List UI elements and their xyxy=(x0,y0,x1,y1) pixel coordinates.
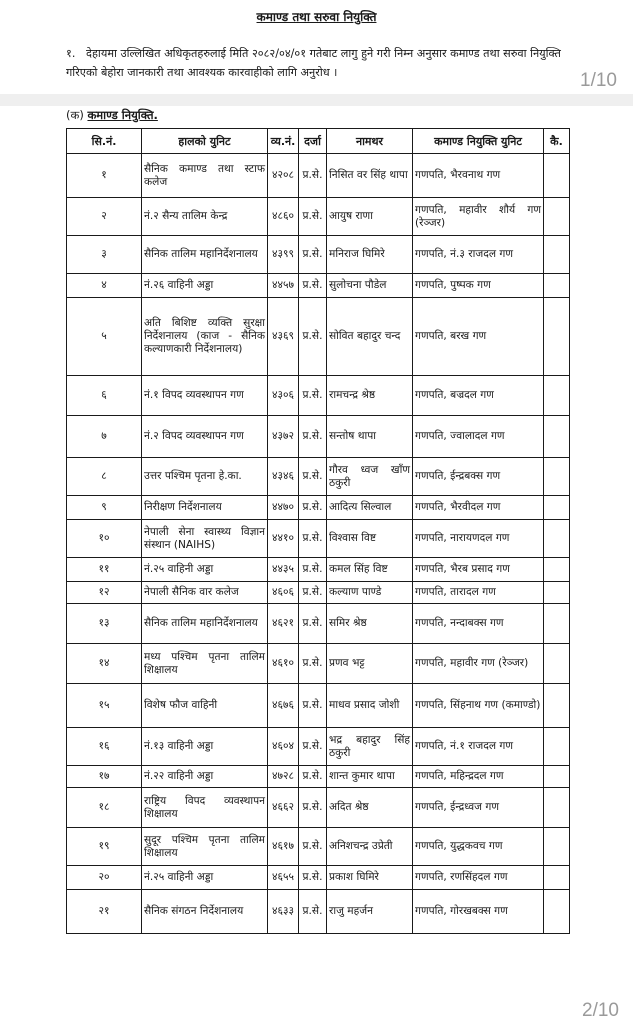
cell-current-unit: नं.२२ वाहिनी अड्डा xyxy=(142,766,268,788)
cell-current-unit: नं.२६ वाहिनी अड्डा xyxy=(142,274,268,298)
cell-appointment-unit: गणपति, ईन्द्रबक्स गण xyxy=(413,458,544,496)
cell-rank: प्र.से. xyxy=(299,644,327,684)
cell-rank: प्र.से. xyxy=(299,198,327,236)
cell-current-unit: नं.१३ वाहिनी अड्डा xyxy=(142,728,268,766)
cell-remarks xyxy=(544,298,570,376)
cell-sn: ५ xyxy=(67,298,142,376)
cell-rank: प्र.से. xyxy=(299,684,327,728)
cell-rank: प्र.से. xyxy=(299,458,327,496)
table-row xyxy=(67,604,570,644)
cell-remarks xyxy=(544,604,570,644)
cell-rank: प्र.से. xyxy=(299,866,327,890)
cell-name: गौरव ध्वज खाँण ठकुरी xyxy=(327,458,413,496)
cell-rank: प्र.से. xyxy=(299,766,327,788)
cell-current-unit: राष्ट्रिय विपद व्यवस्थापन शिक्षालय xyxy=(142,788,268,828)
table-row xyxy=(67,558,570,582)
cell-name: भद्र बहादुर सिंह ठकुरी xyxy=(327,728,413,766)
cell-remarks xyxy=(544,644,570,684)
table-row xyxy=(67,644,570,684)
cell-personal-number: ४८६० xyxy=(268,198,299,236)
header-sn: सि.नं. xyxy=(67,129,142,154)
cell-appointment-unit: गणपति, महावीर शौर्य गण (रेञ्जर) xyxy=(413,198,544,236)
table-row xyxy=(67,274,570,298)
table-header-row xyxy=(67,129,570,154)
table-row xyxy=(67,788,570,828)
cell-appointment-unit: गणपति, तारादल गण xyxy=(413,582,544,604)
cell-rank: प्र.से. xyxy=(299,828,327,866)
cell-personal-number: ४६७६ xyxy=(268,684,299,728)
cell-sn: ६ xyxy=(67,376,142,416)
cell-sn: १० xyxy=(67,520,142,558)
cell-personal-number: ४४३५ xyxy=(268,558,299,582)
cell-rank: प्र.से. xyxy=(299,558,327,582)
cell-appointment-unit: गणपति, महावीर गण (रेञ्जर) xyxy=(413,644,544,684)
cell-rank: प्र.से. xyxy=(299,416,327,458)
cell-name: विश्वास विष्ट xyxy=(327,520,413,558)
cell-current-unit: सैनिक तालिम महानिर्देशनालय xyxy=(142,236,268,274)
header-appointment: कमाण्ड नियुक्ति युनिट xyxy=(413,129,544,154)
table-row xyxy=(67,890,570,934)
cell-sn: १३ xyxy=(67,604,142,644)
cell-personal-number: ४६५५ xyxy=(268,866,299,890)
intro-text: देहायमा उल्लिखित अधिकृतहरुलाई मिति २०८२/०४/०१ गतेबाट लागु हुने गरी निम्न अनुसार कमाण्ड तथा सरुवा नियुक्ति गरिएको बेहोरा जानकारी तथा आवश्यक कारवाहीको लागि अनुरोध । xyxy=(66,47,561,79)
cell-sn: १६ xyxy=(67,728,142,766)
cell-sn: ८ xyxy=(67,458,142,496)
cell-remarks xyxy=(544,558,570,582)
cell-personal-number: ४४१० xyxy=(268,520,299,558)
cell-sn: १४ xyxy=(67,644,142,684)
table-row xyxy=(67,416,570,458)
cell-personal-number: ४३६९ xyxy=(268,298,299,376)
cell-rank: प्र.से. xyxy=(299,520,327,558)
cell-personal-number: ४३७२ xyxy=(268,416,299,458)
page-indicator-bottom: 2/10 xyxy=(582,1000,619,1021)
cell-appointment-unit: गणपति, पुष्पक गण xyxy=(413,274,544,298)
cell-sn: १९ xyxy=(67,828,142,866)
table-row xyxy=(67,298,570,376)
cell-remarks xyxy=(544,866,570,890)
cell-remarks xyxy=(544,236,570,274)
cell-sn: ११ xyxy=(67,558,142,582)
cell-sn: २१ xyxy=(67,890,142,934)
cell-rank: प्र.से. xyxy=(299,298,327,376)
table-body xyxy=(67,154,570,934)
cell-current-unit: सैनिक संगठन निर्देशनालय xyxy=(142,890,268,934)
cell-personal-number: ४६१७ xyxy=(268,828,299,866)
cell-remarks xyxy=(544,416,570,458)
table-row xyxy=(67,496,570,520)
cell-remarks xyxy=(544,890,570,934)
cell-name: आदित्य सिल्वाल xyxy=(327,496,413,520)
cell-remarks xyxy=(544,274,570,298)
cell-appointment-unit: गणपति, युद्धकवच गण xyxy=(413,828,544,866)
cell-rank: प्र.से. xyxy=(299,604,327,644)
cell-sn: ३ xyxy=(67,236,142,274)
cell-name: माधव प्रसाद जोशी xyxy=(327,684,413,728)
cell-sn: १ xyxy=(67,154,142,198)
cell-appointment-unit: गणपति, भैरब प्रसाद गण xyxy=(413,558,544,582)
cell-name: अनिशचन्द्र उप्रेती xyxy=(327,828,413,866)
cell-rank: प्र.से. xyxy=(299,788,327,828)
cell-name: प्रकाश घिमिरे xyxy=(327,866,413,890)
cell-current-unit: नेपाली सैनिक वार कलेज xyxy=(142,582,268,604)
cell-sn: ७ xyxy=(67,416,142,458)
cell-current-unit: नेपाली सेना स्वास्थ्य विज्ञान संस्थान (NAIHS) xyxy=(142,520,268,558)
cell-current-unit: विशेष फौज वाहिनी xyxy=(142,684,268,728)
cell-sn: १८ xyxy=(67,788,142,828)
cell-remarks xyxy=(544,458,570,496)
header-name: नामथर xyxy=(327,129,413,154)
table-row xyxy=(67,520,570,558)
cell-personal-number: ४३४६ xyxy=(268,458,299,496)
cell-name: प्रणव भट्ट xyxy=(327,644,413,684)
cell-name: समिर श्रेष्ठ xyxy=(327,604,413,644)
cell-remarks xyxy=(544,684,570,728)
cell-personal-number: ४६१० xyxy=(268,644,299,684)
cell-appointment-unit: गणपति, बरख गण xyxy=(413,298,544,376)
cell-rank: प्र.से. xyxy=(299,236,327,274)
cell-appointment-unit: गणपति, भैरवनाथ गण xyxy=(413,154,544,198)
cell-remarks xyxy=(544,788,570,828)
section-heading xyxy=(66,108,158,123)
cell-personal-number: ४४५७ xyxy=(268,274,299,298)
cell-current-unit: उत्तर पश्चिम पृतना हे.का. xyxy=(142,458,268,496)
cell-name: शान्त कुमार थापा xyxy=(327,766,413,788)
table-row xyxy=(67,866,570,890)
page-indicator-top: 1/10 xyxy=(580,70,617,91)
cell-sn: ४ xyxy=(67,274,142,298)
cell-sn: ९ xyxy=(67,496,142,520)
cell-current-unit: नं.१ विपद व्यवस्थापन गण xyxy=(142,376,268,416)
cell-personal-number: ४७२८ xyxy=(268,766,299,788)
cell-rank: प्र.से. xyxy=(299,728,327,766)
cell-appointment-unit: गणपति, रणसिंहदल गण xyxy=(413,866,544,890)
cell-current-unit: सैनिक तालिम महानिर्देशनालय xyxy=(142,604,268,644)
cell-current-unit: मध्य पश्चिम पृतना तालिम शिक्षालय xyxy=(142,644,268,684)
cell-personal-number: ४६२१ xyxy=(268,604,299,644)
cell-current-unit: नं.२५ वाहिनी अड्डा xyxy=(142,866,268,890)
cell-appointment-unit: गणपति, ज्वालादल गण xyxy=(413,416,544,458)
cell-rank: प्र.से. xyxy=(299,154,327,198)
cell-personal-number: ४३०६ xyxy=(268,376,299,416)
cell-appointment-unit: गणपति, महिन्द्रदल गण xyxy=(413,766,544,788)
document-title xyxy=(0,8,633,25)
table-row xyxy=(67,198,570,236)
cell-personal-number: ४२०८ xyxy=(268,154,299,198)
cell-rank: प्र.से. xyxy=(299,274,327,298)
cell-name: सन्तोष थापा xyxy=(327,416,413,458)
cell-name: सोवित बहादुर चन्द xyxy=(327,298,413,376)
cell-sn: २० xyxy=(67,866,142,890)
header-rank: दर्जा xyxy=(299,129,327,154)
cell-remarks xyxy=(544,582,570,604)
section-prefix: (क) xyxy=(66,108,84,122)
cell-name: सुलोचना पौडेल xyxy=(327,274,413,298)
cell-appointment-unit: गणपति, नन्दाबक्स गण xyxy=(413,604,544,644)
cell-personal-number: ४४७० xyxy=(268,496,299,520)
cell-current-unit: नं.२५ वाहिनी अड्डा xyxy=(142,558,268,582)
table-row xyxy=(67,376,570,416)
table-row xyxy=(67,236,570,274)
cell-remarks xyxy=(544,520,570,558)
cell-rank: प्र.से. xyxy=(299,376,327,416)
appointment-table xyxy=(66,128,570,934)
cell-name: अदित श्रेष्ठ xyxy=(327,788,413,828)
cell-personal-number: ४६६२ xyxy=(268,788,299,828)
cell-current-unit: अति बिशिष्ट व्यक्ति सुरक्षा निर्देशनालय (काज - सैनिक कल्याणकारी निर्देशनालय) xyxy=(142,298,268,376)
cell-current-unit: सुदूर पश्चिम पृतना तालिम शिक्षालय xyxy=(142,828,268,866)
cell-appointment-unit: गणपति, नं.३ राजदल गण xyxy=(413,236,544,274)
cell-name: रामचन्द्र श्रेष्ठ xyxy=(327,376,413,416)
intro-paragraph xyxy=(66,44,586,82)
header-unit: हालको युनिट xyxy=(142,129,268,154)
cell-name: कमल सिंह विष्ट xyxy=(327,558,413,582)
cell-personal-number: ४६०४ xyxy=(268,728,299,766)
cell-sn: १५ xyxy=(67,684,142,728)
cell-name: आयुष राणा xyxy=(327,198,413,236)
cell-sn: १२ xyxy=(67,582,142,604)
intro-number: १. xyxy=(66,47,76,60)
cell-appointment-unit: गणपति, नं.१ राजदल गण xyxy=(413,728,544,766)
cell-sn: २ xyxy=(67,198,142,236)
cell-name: निसित वर सिंह थापा xyxy=(327,154,413,198)
table-row xyxy=(67,154,570,198)
cell-appointment-unit: गणपति, सिंहनाथ गण (कमाण्डो) xyxy=(413,684,544,728)
document-title-text: कमाण्ड तथा सरुवा नियुक्ति xyxy=(256,10,377,24)
cell-rank: प्र.से. xyxy=(299,582,327,604)
cell-remarks xyxy=(544,766,570,788)
section-label: कमाण्ड नियुक्ति. xyxy=(87,108,158,122)
cell-remarks xyxy=(544,728,570,766)
cell-appointment-unit: गणपति, ईन्द्रध्वज गण xyxy=(413,788,544,828)
header-number: व्य.नं. xyxy=(268,129,299,154)
cell-remarks xyxy=(544,828,570,866)
table-row xyxy=(67,828,570,866)
header-remarks: कै. xyxy=(544,129,570,154)
cell-current-unit: नं.२ विपद व्यवस्थापन गण xyxy=(142,416,268,458)
cell-remarks xyxy=(544,154,570,198)
page-divider xyxy=(0,94,633,106)
table-row xyxy=(67,582,570,604)
cell-current-unit: निरीक्षण निर्देशनालय xyxy=(142,496,268,520)
table-row xyxy=(67,766,570,788)
cell-name: राजु महर्जन xyxy=(327,890,413,934)
cell-appointment-unit: गणपति, बज्रदल गण xyxy=(413,376,544,416)
table-row xyxy=(67,728,570,766)
table-row xyxy=(67,684,570,728)
cell-personal-number: ४६०६ xyxy=(268,582,299,604)
cell-name: मनिराज घिमिरे xyxy=(327,236,413,274)
cell-rank: प्र.से. xyxy=(299,496,327,520)
cell-appointment-unit: गणपति, नारायणदल गण xyxy=(413,520,544,558)
cell-current-unit: सैनिक कमाण्ड तथा स्टाफ कलेज xyxy=(142,154,268,198)
cell-sn: १७ xyxy=(67,766,142,788)
cell-personal-number: ४३९९ xyxy=(268,236,299,274)
cell-remarks xyxy=(544,376,570,416)
cell-personal-number: ४६३३ xyxy=(268,890,299,934)
cell-name: कल्याण पाण्डे xyxy=(327,582,413,604)
cell-appointment-unit: गणपति, गोरखबक्स गण xyxy=(413,890,544,934)
cell-remarks xyxy=(544,198,570,236)
cell-remarks xyxy=(544,496,570,520)
cell-appointment-unit: गणपति, भैरवीदल गण xyxy=(413,496,544,520)
table-row xyxy=(67,458,570,496)
cell-rank: प्र.से. xyxy=(299,890,327,934)
cell-current-unit: नं.२ सैन्य तालिम केन्द्र xyxy=(142,198,268,236)
